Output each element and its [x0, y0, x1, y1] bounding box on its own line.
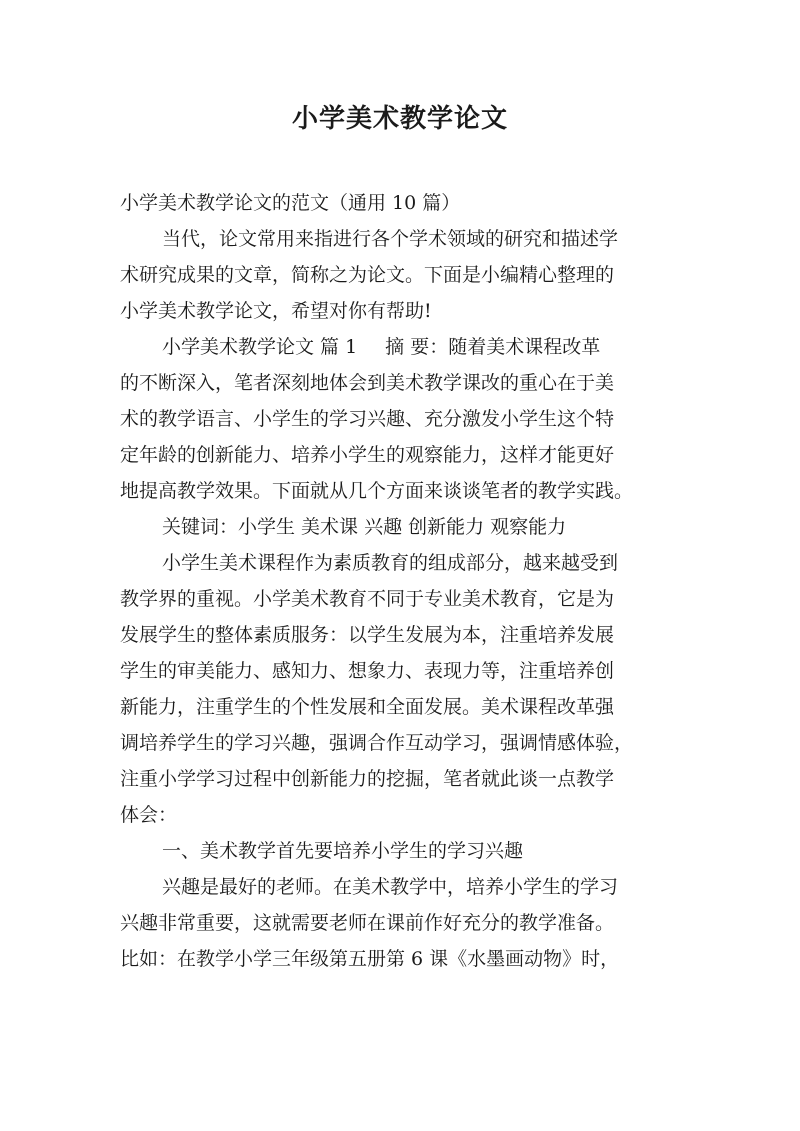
- paragraph-line: 比如：在教学小学三年级第五册第 6 课《水墨画动物》时，: [120, 948, 620, 970]
- subtitle-line: 小学美术教学论文的范文（通用 10 篇）: [120, 192, 461, 214]
- paragraph-line: 学生的审美能力、感知力、想象力、表现力等，注重培养创: [120, 660, 615, 682]
- paragraph-line: 地提高教学效果。下面就从几个方面来谈谈笔者的教学实践。: [120, 480, 634, 502]
- paragraph-line: 小学美术教学论文，希望对你有帮助!: [120, 300, 432, 322]
- section-heading-line: 一、美术教学首先要培养小学生的学习兴趣: [162, 840, 524, 862]
- paragraph-line: 体会：: [120, 804, 178, 826]
- paragraph-line: 术研究成果的文章，简称之为论文。下面是小编精心整理的: [120, 264, 615, 286]
- paragraph-line: 当代，论文常用来指进行各个学术领域的研究和描述学: [162, 228, 619, 250]
- document-title: 小学美术教学论文: [291, 104, 508, 134]
- paragraph-line: 兴趣是最好的老师。在美术教学中，培养小学生的学习: [162, 876, 619, 898]
- paragraph-line: 注重小学学习过程中创新能力的挖掘，笔者就此谈一点教学: [120, 768, 615, 790]
- section-heading: 小学美术教学论文 篇 1: [162, 336, 358, 358]
- paragraph-line: 发展学生的整体素质服务：以学生发展为本，注重培养发展: [120, 624, 615, 646]
- paragraph-line: 小学生美术课程作为素质教育的组成部分，越来越受到: [162, 552, 619, 574]
- abstract-start: 摘 要：随着美术课程改革: [385, 336, 601, 358]
- section-heading-line: [120, 329, 682, 365]
- keywords-line: 关键词：小学生 美术课 兴趣 创新能力 观察能力: [162, 516, 567, 538]
- paragraph-line: 教学界的重视。小学美术教育不同于专业美术教育，它是为: [120, 588, 615, 610]
- paragraph-line: 的不断深入，笔者深刻地体会到美术教学课改的重心在于美: [120, 372, 615, 394]
- paragraph-line: 新能力，注重学生的个性发展和全面发展。美术课程改革强: [120, 696, 615, 718]
- paragraph-line: 术的教学语言、小学生的学习兴趣、充分激发小学生这个特: [120, 408, 615, 430]
- paragraph-line: 兴趣非常重要，这就需要老师在课前作好充分的教学准备。: [120, 912, 615, 934]
- document-body: [120, 185, 682, 977]
- paragraph-line: 定年龄的创新能力、培养小学生的观察能力，这样才能更好: [120, 444, 615, 466]
- paragraph-line: 调培养学生的学习兴趣，强调合作互动学习，强调情感体验，: [120, 732, 634, 754]
